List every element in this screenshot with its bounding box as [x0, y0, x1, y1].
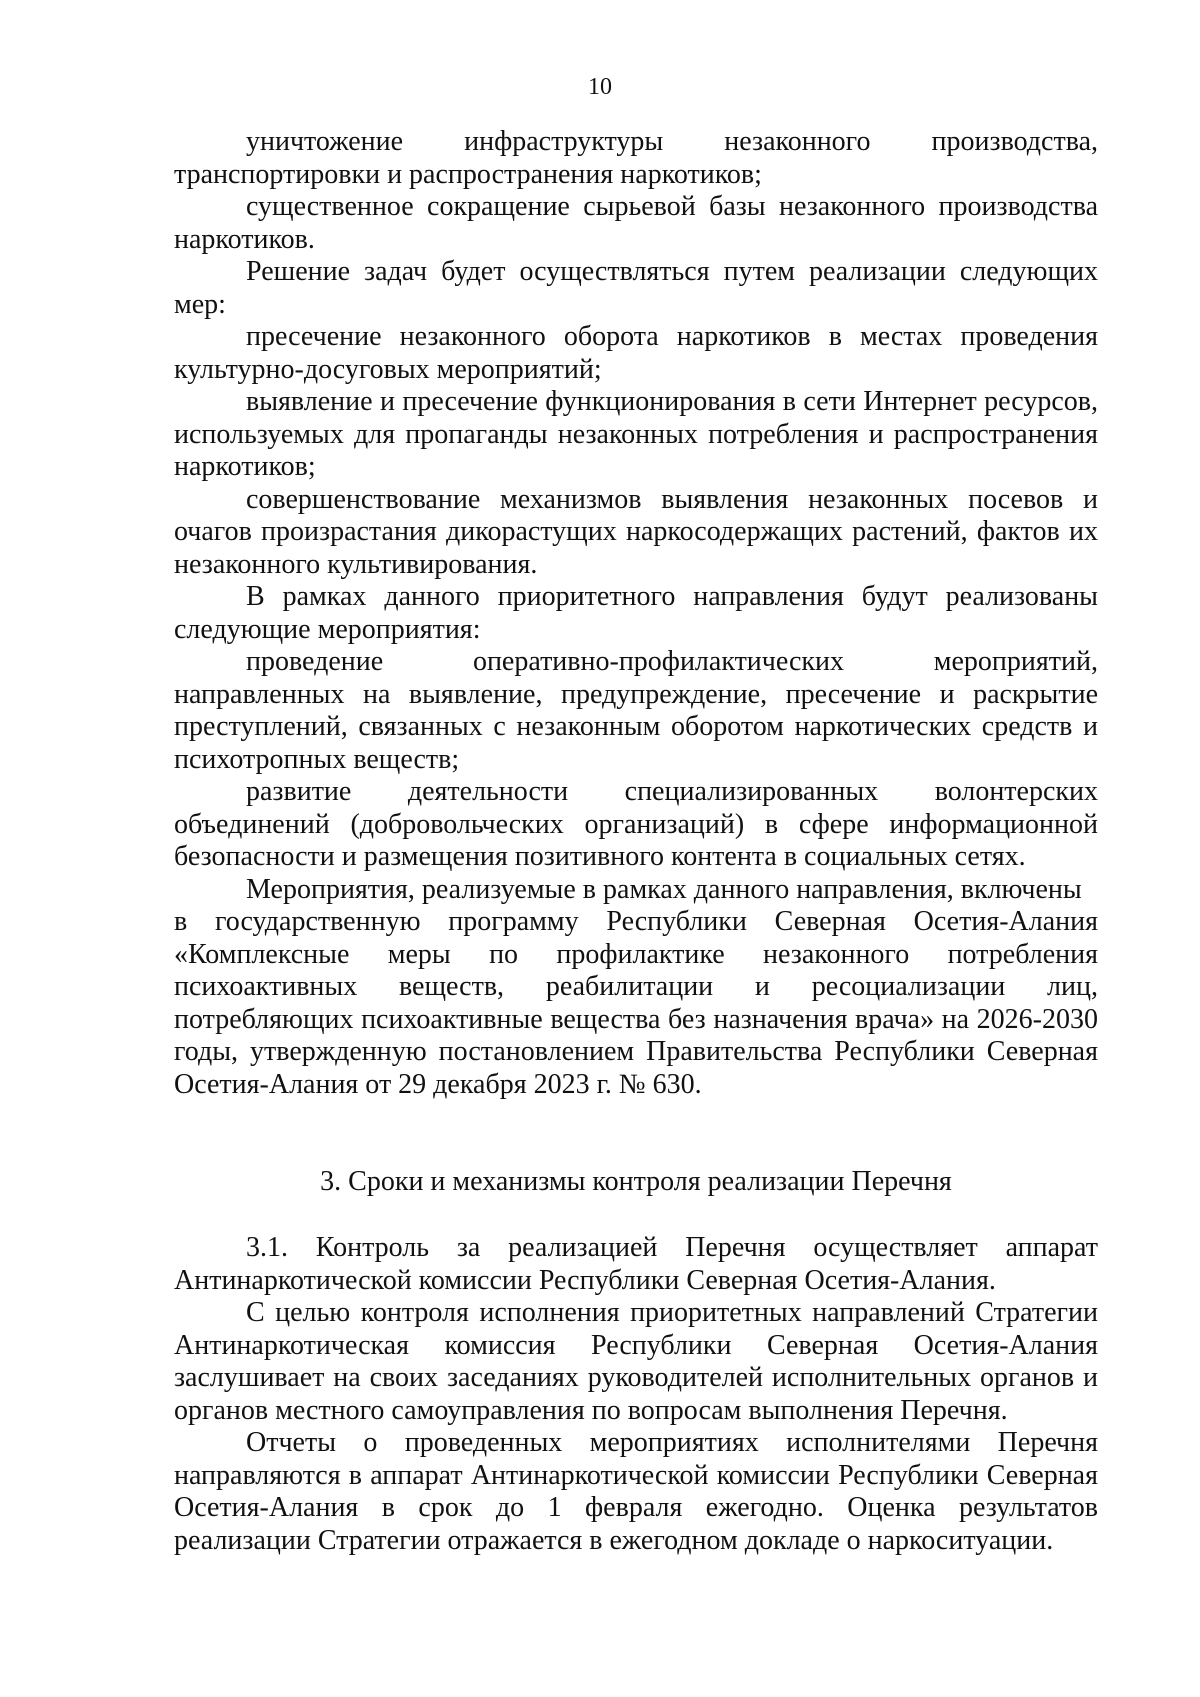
paragraph: Мероприятия, реализуемые в рамках данного направления, включены	[246, 873, 1082, 905]
paragraph: проведение оперативно-профилактических мероприятий, направленных на выявление, предупреждение, пресечение и раскрытие преступлений, связанных с незаконным оборотом наркотических средств и психотропных веществ;	[174, 646, 1098, 775]
section-heading: 3. Сроки и механизмы контроля реализации Перечня	[320, 1166, 952, 1197]
paragraph: в государственную программу Республики Северная Осетия-Алания «Комплексные меры по профилактике незаконного потребления психоактивных веществ, реабилитации и ресоциализации лиц, потребляющих психоактивные вещества без назначения врача» на 2026-2030 годы, утвержденную постановлением Правительства Республики Северная Осетия-Алания от 29 декабря 2023 г. № 630.	[174, 906, 1098, 1100]
paragraph: пресечение незаконного оборота наркотиков в местах проведения культурно-досуговых мероприятий;	[174, 321, 1098, 385]
paragraph: С целью контроля исполнения приоритетных направлений Стратегии Антинаркотическая комиссия Республики Северная Осетия-Алания заслушивает на своих заседаниях руководителей исполнительных органов и органов местного самоуправления по вопросам выполнения Перечня.	[174, 1297, 1098, 1426]
paragraph: уничтожение инфраструктуры незаконного производства, транспортировки и распространения наркотиков;	[174, 126, 1098, 190]
paragraph: Отчеты о проведенных мероприятиях исполнителями Перечня направляются в аппарат Антинаркотической комиссии Республики Северная Осетия-Алания в срок до 1 февраля ежегодно. Оценка результатов реализации Стратегии отражается в ежегодном докладе о наркоситуации.	[174, 1427, 1098, 1556]
body-text-lower	[174, 1232, 1098, 1557]
paragraph: выявление и пресечение функционирования в сети Интернет ресурсов, используемых для пропаганды незаконных потребления и распространения наркотиков;	[174, 386, 1098, 482]
page-number: 10	[588, 74, 612, 100]
paragraph: В рамках данного приоритетного направления будут реализованы следующие мероприятия:	[174, 581, 1098, 645]
paragraph: существенное сокращение сырьевой базы незаконного производства наркотиков.	[174, 191, 1098, 255]
paragraph: развитие деятельности специализированных волонтерских объединений (добровольческих организаций) в сфере информационной безопасности и размещения позитивного контента в социальных сетях.	[174, 776, 1098, 872]
paragraph: 3.1. Контроль за реализацией Перечня осуществляет аппарат Антинаркотической комиссии Республики Северная Осетия-Алания.	[174, 1232, 1098, 1296]
body-text-upper	[174, 126, 1098, 1101]
paragraph: совершенствование механизмов выявления незаконных посевов и очагов произрастания дикорастущих наркосодержащих растений, фактов их незаконного культивирования.	[174, 483, 1098, 580]
paragraph: Решение задач будет осуществляться путем реализации следующих мер:	[174, 256, 1098, 320]
